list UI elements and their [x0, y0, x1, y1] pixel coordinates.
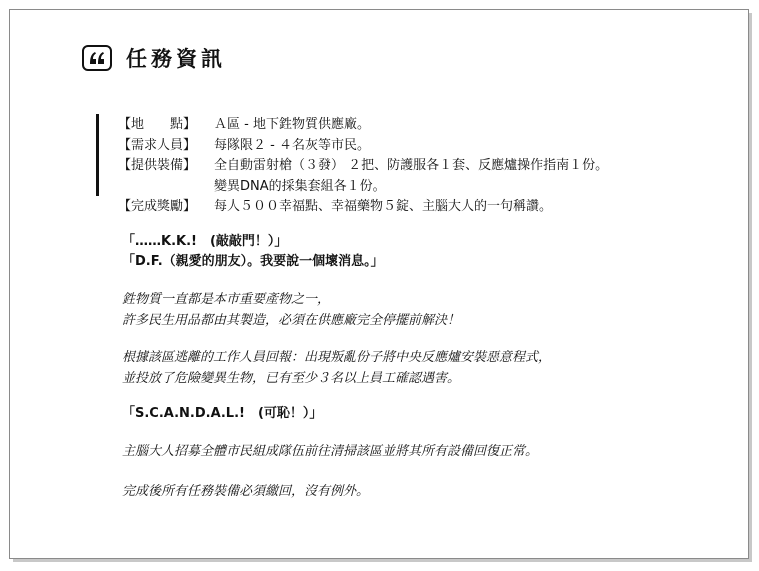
info-label: 【完成獎勵】: [118, 199, 197, 214]
info-value-continuation: 變異DNA的採集套組各１份。: [214, 178, 386, 194]
quote-icon: [82, 45, 112, 71]
dialog-line: 「S.C.A.N.D.A.L.! (可恥！）」: [122, 406, 323, 421]
paragraph-report: [122, 348, 551, 389]
info-value: 全自動雷射槍（３發） ２把、防護服各１套、反應爐操作指南１份。: [214, 158, 609, 173]
frame-shadow-right: [749, 13, 752, 561]
info-row-personnel: [118, 136, 608, 157]
info-value: 每隊限２ - ４名灰等市民。: [214, 137, 370, 153]
info-value: 每人５００幸福點、幸福藥物５錠、主腦大人的一句稱讚。: [214, 199, 553, 214]
info-row-location: [118, 115, 608, 136]
paragraph-line: 鉎物質一直都是本市重要產物之一，: [122, 292, 331, 307]
paragraph-recruitment: 主腦大人招募全體市民組成隊伍前往清掃該區並將其所有設備回復正常。: [122, 444, 539, 459]
info-row-reward: [118, 197, 608, 218]
dialog-line: 「……K.K.! (敲敲門！）」: [122, 234, 288, 249]
page-frame: [9, 9, 749, 559]
page-title: 任務資訊: [126, 47, 226, 71]
paragraph-line: 根據該區逃離的工作人員回報：出現叛亂份子將中央反應爐安裝惡意程式，: [122, 350, 552, 365]
frame-shadow-bottom: [13, 559, 752, 562]
info-label: 【需求人員】: [118, 137, 197, 153]
title-row: [82, 44, 226, 72]
mission-info-list: [118, 115, 608, 218]
info-value: Ａ區 - 地下鉎物質供應廠。: [214, 117, 370, 132]
paragraph-line: 許多民生用品都由其製造，必須在供應廠完全停擺前解決！: [122, 312, 461, 328]
dialog-line: 「D.F.（親愛的朋友）。我要說一個壞消息。」: [122, 254, 384, 269]
paragraph-line: 並投放了危險變異生物，已有至少３名以上員工確認遇害。: [122, 370, 461, 386]
info-label: 【地 點】: [118, 117, 197, 132]
info-accent-bar: [96, 114, 99, 196]
info-row-equipment: [118, 156, 608, 177]
info-label: 【提供裝備】: [118, 158, 197, 173]
paragraph-background: [122, 290, 460, 331]
paragraph-return-notice: 完成後所有任務裝備必須繳回，沒有例外。: [122, 484, 370, 499]
